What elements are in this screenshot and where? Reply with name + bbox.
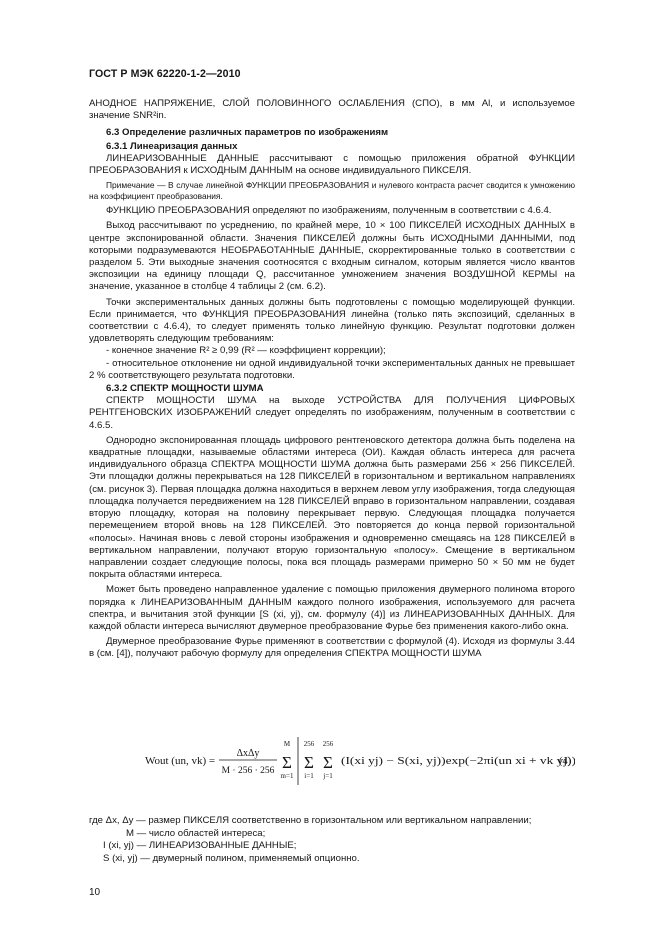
definition-m: M — число областей интереса; (126, 827, 266, 839)
sum1-lower: m=1 (280, 772, 294, 780)
formula-4 (89, 733, 575, 789)
sum1-sign: Σ (282, 753, 292, 772)
paragraph-trend-removal: Может быть проведено направленное удаление с помощью приложения двумерного полинома второго порядка к ЛИНЕАРИЗОВАННЫМ ДАННЫМ каждого полного изображения, используемого для расчета спектра, и вычитания этой функции [S (xi, yj), см. формулу (4)] из ЛИНЕАРИЗОВАННЫХ ДАННЫХ. Для каждой области интереса вычисляют двумерное преобразование Фурье без применения какого-либо окна. (89, 584, 575, 632)
paragraph-linearized-data: ЛИНЕАРИЗОВАННЫЕ ДАННЫЕ рассчитывают с помощью приложения обратной ФУНКЦИИ ПРЕОБРАЗОВАНИЯ к ИСХОДНЫМ ДАННЫМ на основе индивидуального ПИКСЕЛЯ. (89, 152, 575, 177)
formula-definitions (89, 815, 575, 865)
sum1-upper: M (283, 740, 291, 748)
sum2-sign: Σ (304, 753, 314, 772)
paragraph-experimental-points: Точки экспериментальных данных должны быть подготовлены с помощью моделирующей функции. Если принимается, что ФУНКЦИЯ ПРЕОБРАЗОВАНИЯ линейна (только пять экспозиций, сделанных в соответствии с 4.6.4), то следует применять только линейную функцию. Результат подготовки должен удовлетворять следующим требованиям: (89, 296, 575, 345)
definition-dx-dy: где Δx, Δy — размер ПИКСЕЛЯ соответственно в горизонтальном или вертикальном направлении; (89, 815, 532, 826)
sum3-upper: 256 (322, 740, 334, 748)
definition-i: I (xi, yj) — ЛИНЕАРИЗОВАННЫЕ ДАННЫЕ; (103, 840, 297, 852)
formula-svg (89, 733, 575, 789)
subsection-heading-6-3-1: 6.3.1 Линеаризация данных (106, 140, 238, 152)
paragraph-nps-output: СПЕКТР МОЩНОСТИ ШУМА на выходе УСТРОЙСТВА ДЛЯ ПОЛУЧЕНИЯ ЦИФРОВЫХ РЕНТГЕНОВСКИХ ИЗОБРАЖЕНИЙ следует определять по изображениям, полученным в соответствии с 4.6.5. (89, 395, 575, 431)
formula-body: (I(xi yj) − S(xi, yj))exp(−2πi(un xi + vk yj)) (341, 756, 575, 767)
paragraph-fourier-transform: Двумерное преобразование Фурье применяют в соответствии с формулой (4). Исходя из формулы 3.44 в (см. [4]), получают рабочую формулу для определения СПЕКТРА МОЩНОСТИ ШУМА (89, 636, 575, 660)
note-paragraph: Примечание — В случае линейной ФУНКЦИИ ПРЕОБРАЗОВАНИЯ и нулевого контраста расчет сводится к умножению на коэффициент преобразования. (89, 180, 575, 202)
formula-coef-numerator: ΔxΔy (236, 748, 260, 759)
document-header: ГОСТ Р МЭК 62220-1-2—2010 (89, 68, 241, 80)
sum3-sign: Σ (323, 753, 333, 772)
requirement-item-2: - относительное отклонение ни одной индивидуальной точки экспериментальных данных не превышает 2 % соответствующего результата подготовки. (89, 357, 575, 381)
requirement-item-1: - конечное значение R² ≥ 0,99 (R² — коэффициент коррекции); (106, 345, 386, 357)
formula-number: (4) (559, 756, 572, 767)
subsection-heading-6-3-2: 6.3.2 СПЕКТР МОЩНОСТИ ШУМА (106, 383, 264, 395)
formula-lhs: Wout (un, vk) = (145, 755, 216, 767)
paragraph-anode-voltage: АНОДНОЕ НАПРЯЖЕНИЕ, СЛОЙ ПОЛОВИННОГО ОСЛАБЛЕНИЯ (СПО), в мм Al, и используемое значение SNR²in. (89, 98, 575, 122)
section-heading-6-3: 6.3 Определение различных параметров по изображениям (106, 127, 389, 139)
definition-s: S (xi, yj) — двумерный полином, применяемый опционно. (103, 852, 360, 864)
sum2-upper: 256 (303, 740, 315, 748)
body-text (89, 98, 575, 661)
page-number: 10 (89, 887, 101, 898)
formula-coef-denominator: M · 256 · 256 (221, 766, 275, 776)
paragraph-conversion-function: ФУНКЦИЮ ПРЕОБРАЗОВАНИЯ определяют по изображениям, полученным в соответствии с 4.6.4. (106, 205, 552, 217)
sum2-lower: i=1 (304, 772, 314, 780)
paragraph-roi-division: Однородно экспонированная площадь цифрового рентгеновского детектора должна быть поделена на квадратные площадки, называемые областями интереса (ОИ). Каждая область интереса для расчета индивидуального образца СПЕКТРА МОЩНОСТИ ШУМА должна быть размерами 256 × 256 ПИКСЕЛЕЙ. Эти площадки должны перекрываться на 128 ПИКСЕЛЕЙ в горизонтальном и вертикальном направлениях (см. рисунок 3). Первая площадка должна находиться в верхнем левом углу изображения, тогда следующая площадка получается передвижением на 128 ПИКСЕЛЕЙ вправо в горизонтальном направлении, создавая вторую площадку, которая на половину перекрывает первую. Следующая площадка получается перемещением второй вновь на 128 ПИКСЕЛЕЙ. Это повторяется до конца первой горизонтальной «полосы». Начиная вновь с левой стороны изображения и одновременно смещаясь на 128 ПИКСЕЛЕЙ в вертикальном направлении, получают вторую горизонтальную «полосу». Смещение в вертикальном направлении создает следующие полосы, пока вся площадь размерами примерно 50 × 50 мм не будет покрыта областями интереса. (89, 434, 575, 581)
sum3-lower: j=1 (323, 772, 333, 780)
paragraph-output-averaging: Выход рассчитывают по усреднению, по крайней мере, 10 × 100 ПИКСЕЛЕЙ ИСХОДНЫХ ДАННЫХ в центре экспонированной области. Значения ПИКСЕЛЕЙ должны быть ИСХОДНЫМИ ДАННЫМИ, под которыми подразумеваются НЕОБРАБОТАННЫЕ ДАННЫЕ, скорректированные только в соответствии с разделом 5. Эти выходные значения соотносятся с входным сигналом, которым является число квантов экспозиции на единицу площади Q, рассчитанное умножением значения ВОЗДУШНОЙ КЕРМЫ на значение, указанное в столбце 4 таблицы 2 (см. 6.2). (89, 220, 575, 293)
